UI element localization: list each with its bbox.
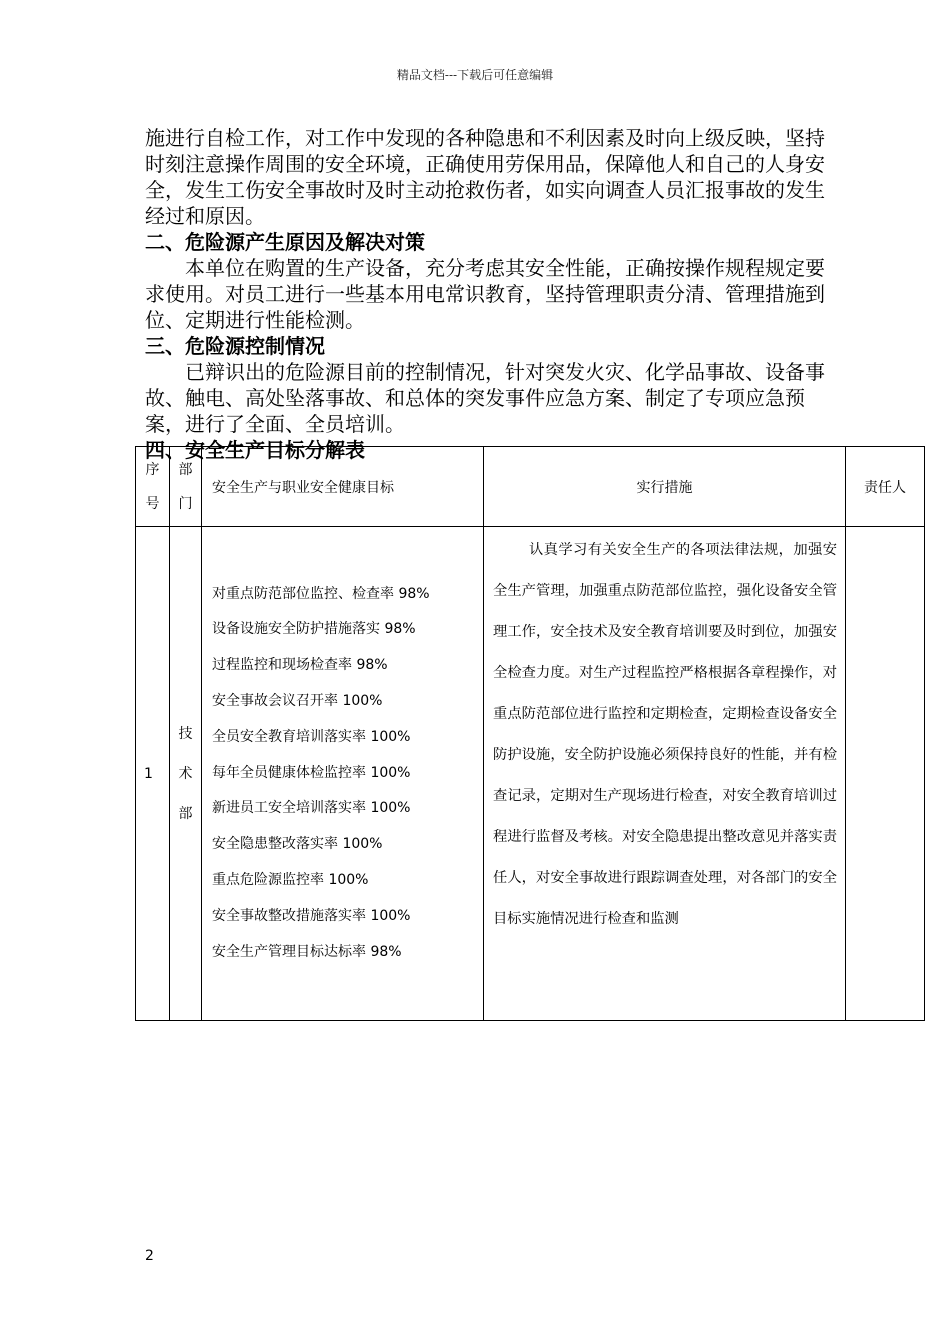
- row-responsible: [846, 527, 925, 1021]
- section-heading-3: 三、危险源控制情况: [145, 334, 325, 358]
- section-heading-2: 二、危险源产生原因及解决对策: [145, 230, 425, 254]
- table-row: [136, 527, 925, 1021]
- paragraph-1: 施进行自检工作，对工作中发现的各种隐患和不利因素及时向上级反映，坚持时刻注意操作周围的安全环境，正确使用劳保用品，保障他人和自己的人身安全，发生工伤安全事故时及时主动抢救伤者，如实向调查人员汇报事故的发生经过和原因。: [145, 126, 825, 228]
- paragraph-3: 已辩识出的危险源目前的控制情况，针对突发火灾、化学品事故、设备事故、触电、高处坠落事故、和总体的突发事件应急方案、制定了专项应急预案，进行了全面、全员培训。: [145, 360, 825, 436]
- paragraph-2: 本单位在购置的生产设备，充分考虑其安全性能，正确按操作规程规定要求使用。对员工进行一些基本用电常识教育，坚持管理职责分清、管理措施到位、定期进行性能检测。: [145, 256, 825, 332]
- page-header-note: 精品文档---下载后可任意编辑: [396, 68, 554, 82]
- goal-list: [202, 577, 483, 971]
- list-item: 重点危险源监控率 100%: [212, 871, 369, 888]
- list-item: 新进员工安全培训落实率 100%: [212, 800, 411, 817]
- header-seq: 序 号: [136, 447, 170, 527]
- measure-text: 认真学习有关安全生产的各项法律法规，加强安全生产管理，加强重点防范部位监控，强化设备安全管理工作，安全技术及安全教育培训要及时到位，加强安全检查力度。对生产过程监控严格根据各章程操作，对重点防范部位进行监控和定期检查，定期检查设备安全防护设施，安全防护设施必须保持良好的性能，并有检查记录，定期对生产现场进行检查，对安全教育培训过程进行监督及考核。对安全隐患提出整改意见并落实责任人，对安全事故进行跟踪调查处理，对各部门的安全目标实施情况进行检查和监测: [493, 542, 837, 927]
- list-item: 对重点防范部位监控、检查率 98%: [212, 585, 430, 602]
- document-body: [145, 125, 825, 463]
- table-header-row: [136, 447, 925, 527]
- row-department: 技 术 部: [170, 527, 202, 1021]
- list-item: 全员安全教育培训落实率 100%: [212, 728, 411, 745]
- header-measure: 实行措施: [484, 447, 846, 527]
- header-goal: 安全生产与职业安全健康目标: [202, 447, 484, 527]
- list-item: 安全事故会议召开率 100%: [212, 693, 383, 709]
- list-item: 每年全员健康体检监控率 100%: [212, 764, 411, 781]
- list-item: 设备设施安全防护措施落实 98%: [212, 621, 416, 638]
- section-heading-4: 四、安全生产目标分解表: [145, 438, 365, 462]
- row-goals: [202, 527, 484, 1021]
- list-item: 安全事故整改措施落实率 100%: [212, 907, 411, 924]
- header-dept: 部 门: [170, 447, 202, 527]
- row-measure: [484, 527, 846, 1021]
- list-item: 过程监控和现场检查率 98%: [212, 657, 388, 674]
- header-responsible: 责任人: [846, 447, 925, 527]
- safety-goal-table: [135, 446, 925, 1021]
- list-item: 安全隐患整改落实率 100%: [212, 836, 383, 853]
- list-item: 安全生产管理目标达标率 98%: [212, 943, 402, 960]
- row-number: 1: [136, 527, 170, 1021]
- page-number: 2: [145, 1248, 154, 1264]
